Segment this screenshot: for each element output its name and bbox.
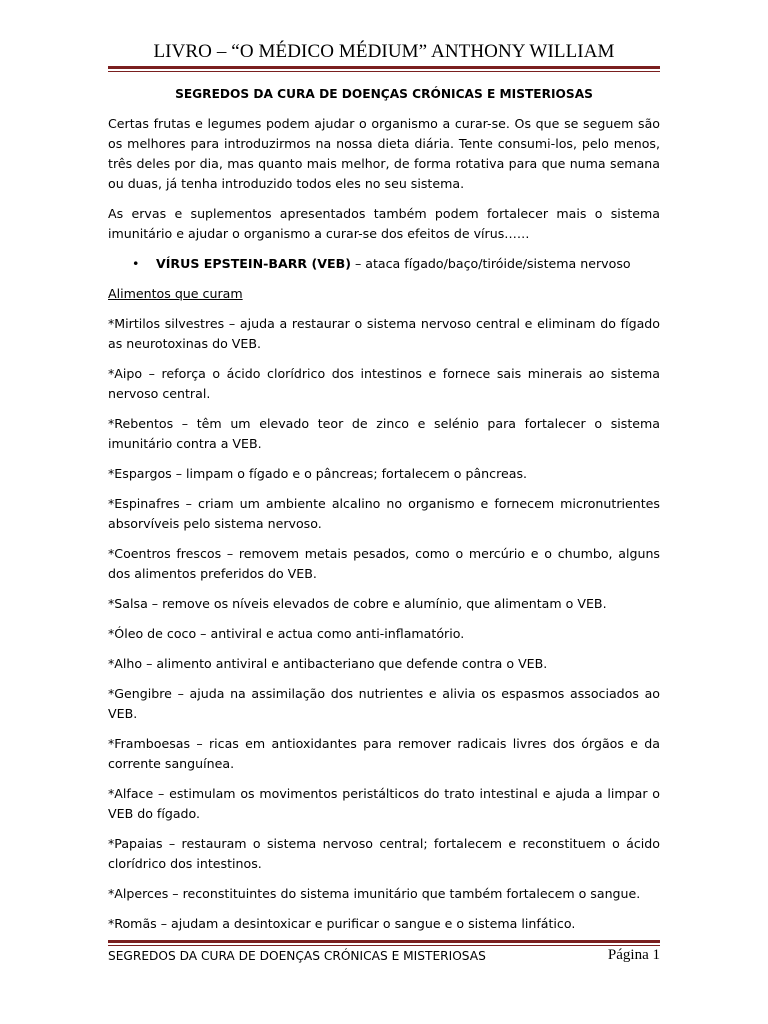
virus-description: – ataca fígado/baço/tiróide/sistema nervoso [350, 256, 631, 271]
section-heading: Alimentos que curam [108, 286, 243, 301]
bullet-icon: • [132, 256, 140, 271]
food-item: *Alho – alimento antiviral e antibacteriano que defende contra o VEB. [108, 656, 548, 671]
food-item: *Framboesas – ricas em antioxidantes para remover radicais livres dos órgãos e da corrente sanguínea. [108, 736, 660, 771]
food-item: *Mirtilos silvestres – ajuda a restaurar o sistema nervoso central e eliminam do fígado as neurotoxinas do VEB. [108, 316, 660, 351]
virus-name: VÍRUS EPSTEIN-BARR (VEB) [156, 256, 351, 271]
virus-bullet [108, 254, 660, 274]
food-item: *Óleo de coco – antiviral e actua como anti-inflamatório. [108, 626, 465, 641]
food-list [108, 314, 660, 934]
footer-title: SEGREDOS DA CURA DE DOENÇAS CRÓNICAS E MISTERIOSAS [108, 949, 486, 963]
document-title: SEGREDOS DA CURA DE DOENÇAS CRÓNICAS E MISTERIOSAS [175, 87, 593, 101]
food-item: *Salsa – remove os níveis elevados de cobre e alumínio, que alimentam o VEB. [108, 596, 607, 611]
herbs-paragraph: As ervas e suplementos apresentados também podem fortalecer mais o sistema imunitário e ajudar o organismo a curar-se dos efeitos de vírus…… [108, 206, 660, 241]
food-item: *Coentros frescos – removem metais pesados, como o mercúrio e o chumbo, alguns dos alimentos preferidos do VEB. [108, 546, 660, 581]
intro-paragraph: Certas frutas e legumes podem ajudar o organismo a curar-se. Os que se seguem são os melhores para introduzirmos na nossa dieta diária. Tente consumi-los, pelo menos, três deles por dia, mas quanto mais melhor, de forma rotativa para que numa semana ou duas, já tenha introduzido todos eles no seu sistema. [108, 116, 660, 191]
food-item: *Alface – estimulam os movimentos peristálticos do trato intestinal e ajuda a limpar o VEB do fígado. [108, 786, 660, 821]
food-item: *Aipo – reforça o ácido clorídrico dos intestinos e fornece sais minerais ao sistema nervoso central. [108, 366, 660, 401]
food-item: *Rebentos – têm um elevado teor de zinco e selénio para fortalecer o sistema imunitário contra a VEB. [108, 416, 660, 451]
footer-rule-thin [108, 945, 660, 946]
food-item: *Gengibre – ajuda na assimilação dos nutrientes e alivia os espasmos associados ao VEB. [108, 686, 660, 721]
food-item: *Espargos – limpam o fígado e o pâncreas; fortalecem o pâncreas. [108, 466, 528, 481]
document-body [108, 84, 660, 944]
header-rule-thick [108, 66, 660, 69]
food-item: *Espinafres – criam um ambiente alcalino no organismo e fornecem micronutrientes absorvíveis pelo sistema nervoso. [108, 496, 660, 531]
footer-rule-thick [108, 940, 660, 943]
food-item: *Papaias – restauram o sistema nervoso central; fortalecem e reconstituem o ácido clorídrico dos intestinos. [108, 836, 660, 871]
header-rule-thin [108, 71, 660, 72]
food-item: *Alperces – reconstituintes do sistema imunitário que também fortalecem o sangue. [108, 886, 641, 901]
food-item: *Romãs – ajudam a desintoxicar e purificar o sangue e o sistema linfático. [108, 916, 576, 931]
page-header-title: LIVRO – “O MÉDICO MÉDIUM” ANTHONY WILLIAM [153, 41, 615, 62]
page-number: Página 1 [607, 947, 660, 963]
